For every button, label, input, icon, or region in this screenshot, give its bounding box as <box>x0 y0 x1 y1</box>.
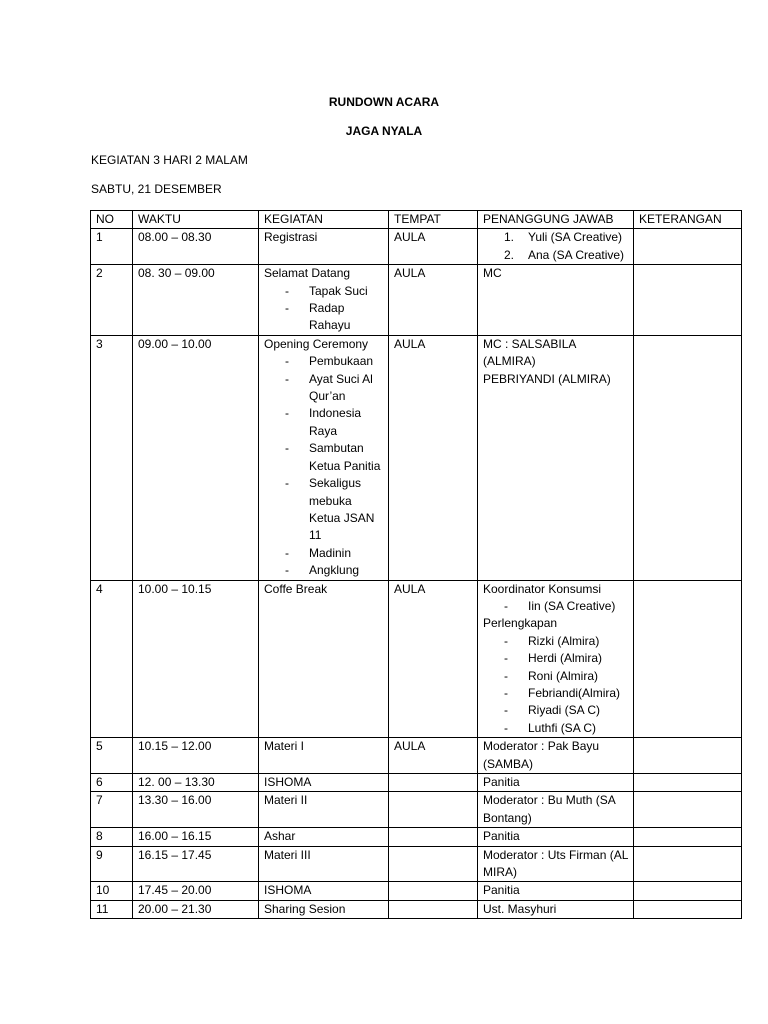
cell-waktu: 08. 30 – 09.00 <box>133 265 259 336</box>
header-penanggung-jawab: PENANGGUNG JAWAB <box>478 211 634 229</box>
cell-penanggung-jawab <box>478 738 634 774</box>
cell-tempat: AULA <box>389 335 478 580</box>
header-keterangan: KETERANGAN <box>634 211 742 229</box>
cell-tempat <box>389 828 478 846</box>
cell-kegiatan <box>259 335 389 580</box>
cell-kegiatan <box>259 792 389 828</box>
cell-tempat <box>389 900 478 918</box>
header-kegiatan: KEGIATAN <box>259 211 389 229</box>
cell-penanggung-jawab <box>478 846 634 882</box>
cell-waktu: 08.00 – 08.30 <box>133 229 259 265</box>
kegiatan-title: Materi I <box>264 739 305 754</box>
cell-no: 7 <box>91 792 133 828</box>
pj-item: - Roni (Almira) <box>504 668 628 685</box>
kegiatan-title: ISHOMA <box>264 883 312 898</box>
cell-tempat <box>389 846 478 882</box>
table-row <box>91 774 742 792</box>
kegiatan-list <box>264 353 383 579</box>
cell-tempat <box>389 774 478 792</box>
kegiatan-item: - Indonesia Raya <box>285 405 383 440</box>
kegiatan-title: Selamat Datang <box>264 266 351 281</box>
pj-numbered-item <box>504 229 628 246</box>
cell-penanggung-jawab <box>478 774 634 792</box>
list-number: 1. <box>504 230 515 245</box>
pj-item: - Riyadi (SA C) <box>504 702 628 719</box>
table-header-row <box>91 211 742 229</box>
cell-waktu: 16.15 – 17.45 <box>133 846 259 882</box>
cell-keterangan <box>634 738 742 774</box>
cell-waktu: 12. 00 – 13.30 <box>133 774 259 792</box>
cell-waktu: 13.30 – 16.00 <box>133 792 259 828</box>
pj-text: MC : SALSABILA (ALMIRA) <box>483 336 576 369</box>
pj-text: Panitia <box>483 829 520 844</box>
pj-text: Panitia <box>483 883 520 898</box>
kegiatan-title: Materi II <box>264 793 308 808</box>
kegiatan-title: ISHOMA <box>264 775 312 789</box>
table-row <box>91 846 742 882</box>
cell-no: 3 <box>91 335 133 580</box>
event-name: JAGA NYALA <box>345 124 423 138</box>
cell-kegiatan <box>259 580 389 738</box>
cell-kegiatan <box>259 828 389 846</box>
kegiatan-item: - Pembukaan <box>285 353 383 370</box>
cell-keterangan <box>634 846 742 882</box>
pj-text: Ust. Masyhuri <box>483 901 557 916</box>
cell-kegiatan <box>259 900 389 918</box>
kegiatan-list <box>264 283 383 335</box>
cell-penanggung-jawab <box>478 792 634 828</box>
kegiatan-item: - Madinin <box>285 545 383 562</box>
pj-item-text: Yuli (SA Creative) <box>528 230 623 245</box>
pj-item: - Iin (SA Creative) <box>504 598 628 615</box>
cell-penanggung-jawab <box>478 229 634 265</box>
cell-penanggung-jawab <box>478 882 634 900</box>
cell-keterangan <box>634 882 742 900</box>
table-row <box>91 580 742 738</box>
kegiatan-item: - Ayat Suci Al Qur’an <box>285 371 383 406</box>
cell-no: 1 <box>91 229 133 265</box>
pj-text: Moderator : Pak Bayu (SAMBA) <box>483 739 600 771</box>
pj-numbered-item <box>504 247 628 264</box>
kegiatan-title: Coffe Break <box>264 581 328 596</box>
pj-list <box>483 633 628 737</box>
cell-tempat: AULA <box>389 738 478 774</box>
cell-keterangan <box>634 828 742 846</box>
header-tempat: TEMPAT <box>389 211 478 229</box>
cell-kegiatan <box>259 738 389 774</box>
kegiatan-title: Opening Ceremony <box>264 336 369 351</box>
cell-penanggung-jawab <box>478 335 634 580</box>
cell-keterangan <box>634 265 742 336</box>
cell-kegiatan <box>259 229 389 265</box>
table-row <box>91 792 742 828</box>
cell-no: 8 <box>91 828 133 846</box>
header-waktu: WAKTU <box>133 211 259 229</box>
cell-no: 11 <box>91 900 133 918</box>
kegiatan-item: - Radap Rahayu <box>285 300 383 335</box>
kegiatan-item: - Tapak Suci <box>285 283 383 300</box>
cell-tempat: AULA <box>389 229 478 265</box>
pj-item: - Herdi (Almira) <box>504 650 628 667</box>
pj-text: Panitia <box>483 775 520 789</box>
kegiatan-title: Ashar <box>264 829 296 844</box>
cell-waktu: 16.00 – 16.15 <box>133 828 259 846</box>
pj-item-text: Ana (SA Creative) <box>528 247 625 262</box>
header-no: NO <box>91 211 133 229</box>
cell-tempat <box>389 792 478 828</box>
pj-text: Perlengkapan <box>483 616 558 631</box>
cell-waktu: 10.00 – 10.15 <box>133 580 259 738</box>
cell-kegiatan <box>259 882 389 900</box>
cell-waktu: 17.45 – 20.00 <box>133 882 259 900</box>
kegiatan-title: Sharing Sesion <box>264 901 346 916</box>
cell-kegiatan <box>259 774 389 792</box>
cell-keterangan <box>634 229 742 265</box>
cell-keterangan <box>634 792 742 828</box>
pj-text: PEBRIYANDI (ALMIRA) <box>483 371 611 386</box>
pj-text: Koordinator Konsumsi <box>483 581 602 596</box>
pj-text: Moderator : Bu Muth (SA Bontang) <box>483 793 616 825</box>
kegiatan-item: - Angklung <box>285 562 383 579</box>
cell-no: 5 <box>91 738 133 774</box>
pj-text: MC <box>483 266 502 281</box>
cell-keterangan <box>634 580 742 738</box>
cell-penanggung-jawab <box>478 580 634 738</box>
cell-keterangan <box>634 335 742 580</box>
cell-penanggung-jawab <box>478 900 634 918</box>
cell-no: 2 <box>91 265 133 336</box>
kegiatan-title: Materi III <box>264 847 311 862</box>
kegiatan-item: - Sambutan Ketua Panitia <box>285 440 383 475</box>
kegiatan-title: Registrasi <box>264 230 318 245</box>
event-date: SABTU, 21 DESEMBER <box>91 182 222 196</box>
table-row <box>91 882 742 900</box>
cell-waktu: 09.00 – 10.00 <box>133 335 259 580</box>
cell-kegiatan <box>259 846 389 882</box>
pj-item: - Luthfi (SA C) <box>504 720 628 737</box>
table-row <box>91 900 742 918</box>
cell-kegiatan <box>259 265 389 336</box>
pj-text: Moderator : Uts Firman (AL MIRA) <box>483 847 628 880</box>
cell-no: 6 <box>91 774 133 792</box>
table-row <box>91 265 742 336</box>
cell-waktu: 10.15 – 12.00 <box>133 738 259 774</box>
cell-no: 9 <box>91 846 133 882</box>
cell-tempat: AULA <box>389 580 478 738</box>
pj-numbered-list <box>483 229 628 264</box>
cell-no: 10 <box>91 882 133 900</box>
cell-keterangan <box>634 900 742 918</box>
table-row <box>91 738 742 774</box>
cell-penanggung-jawab <box>478 828 634 846</box>
cell-penanggung-jawab <box>478 265 634 336</box>
table-row <box>91 335 742 580</box>
cell-keterangan <box>634 774 742 792</box>
table-row <box>91 229 742 265</box>
cell-tempat: AULA <box>389 265 478 336</box>
pj-list <box>483 598 628 615</box>
list-number: 2. <box>504 247 515 262</box>
document-title: RUNDOWN ACARA <box>328 95 440 109</box>
event-duration: KEGIATAN 3 HARI 2 MALAM <box>91 153 248 167</box>
pj-item: - Rizki (Almira) <box>504 633 628 650</box>
cell-tempat <box>389 882 478 900</box>
cell-no: 4 <box>91 580 133 738</box>
cell-waktu: 20.00 – 21.30 <box>133 900 259 918</box>
pj-item: - Febriandi(Almira) <box>504 685 628 702</box>
rundown-table <box>90 210 742 919</box>
table-row <box>91 828 742 846</box>
kegiatan-item: - Sekaligus mebuka Ketua JSAN 11 <box>285 475 383 545</box>
